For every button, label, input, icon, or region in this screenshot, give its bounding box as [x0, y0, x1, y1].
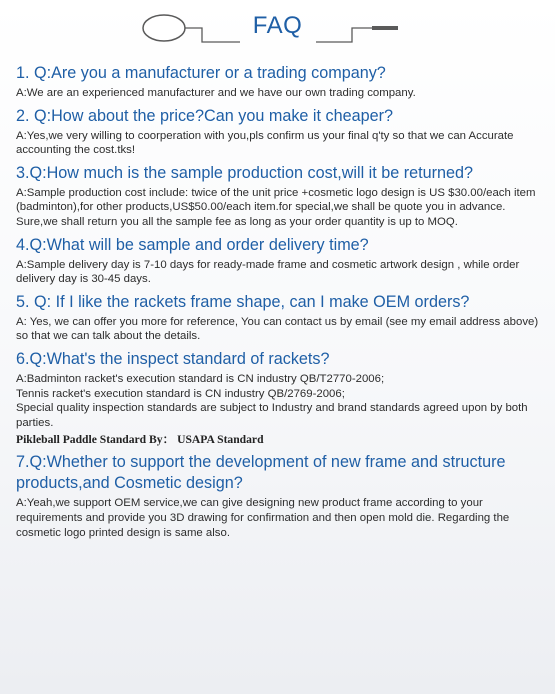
- question-3: 3.Q:How much is the sample production cost,will it be returned?: [16, 163, 474, 182]
- answer-6-text-3: Special quality inspection standards are subject to Industry and brand standards agreed upon by both parties.: [16, 402, 528, 429]
- answer-7: [16, 496, 544, 540]
- answer-2-text: A:Yes,we very willing to coorperation with you,pls confirm us your final q'ty so that we can Accurate accounting the cost.tks!: [16, 129, 514, 157]
- faq-list: [16, 63, 544, 540]
- question-1: 1. Q:Are you a manufacturer or a trading company?: [16, 64, 386, 82]
- question-6: 6.Q:What's the inspect standard of rackets?: [16, 349, 330, 368]
- answer-5: [16, 315, 544, 344]
- faq-header: [0, 0, 555, 52]
- answer-2: [16, 129, 544, 158]
- answer-4-text: A:Sample delivery day is 7-10 days for ready-made frame and cosmetic artwork design , while order delivery day is 30-45 days.: [16, 258, 520, 286]
- answer-7-text: A:Yeah,we support OEM service,we can give designing new product frame according to your requirements and provide you 3D drawing for confirmation and then open mold die. Regarding the cosmetic logo printed design is same also.: [16, 497, 510, 539]
- answer-3: [16, 186, 544, 230]
- answer-1-text: A:We are an experienced manufacturer and we have our own trading company.: [16, 87, 416, 99]
- answer-6-text: A:Badminton racket's execution standard is CN industry QB/T2770-2006;: [16, 372, 385, 385]
- answer-6: [16, 372, 544, 430]
- answer-4: [16, 258, 544, 287]
- question-2: 2. Q:How about the price?Can you make it cheaper?: [16, 106, 394, 125]
- page-title: FAQ: [252, 12, 303, 39]
- question-4: 4.Q:What will be sample and order delivery time?: [16, 235, 369, 254]
- answer-3-text-2: Sure,we shall return you all the sample fee as long as your order quantity is up to MOQ.: [16, 215, 458, 228]
- answer-3-text: A:Sample production cost include: twice of the unit price +cosmetic logo design is US $30.00/each item (badminton),for other products,US$50.00/each item.for special,we shall be quote you in advance.: [16, 186, 536, 214]
- answer-5-text: A: Yes, we can offer you more for reference, You can contact us by email (see my email address above) so that we can talk about the details.: [16, 315, 539, 343]
- pickleball-standard-label: Pikleball Paddle Standard By：: [16, 433, 175, 447]
- answer-6-text-2: Tennis racket's execution standard is CN industry QB/2769-2006;: [16, 387, 345, 400]
- answer-1: [16, 86, 544, 101]
- pickleball-standard-line: [16, 432, 544, 447]
- question-5: 5. Q: If I like the rackets frame shape, can I make OEM orders?: [16, 292, 470, 311]
- pickleball-standard-value: USAPA Standard: [177, 433, 264, 447]
- question-7: 7.Q:Whether to support the development of new frame and structure products,and Cosmetic design?: [16, 453, 506, 493]
